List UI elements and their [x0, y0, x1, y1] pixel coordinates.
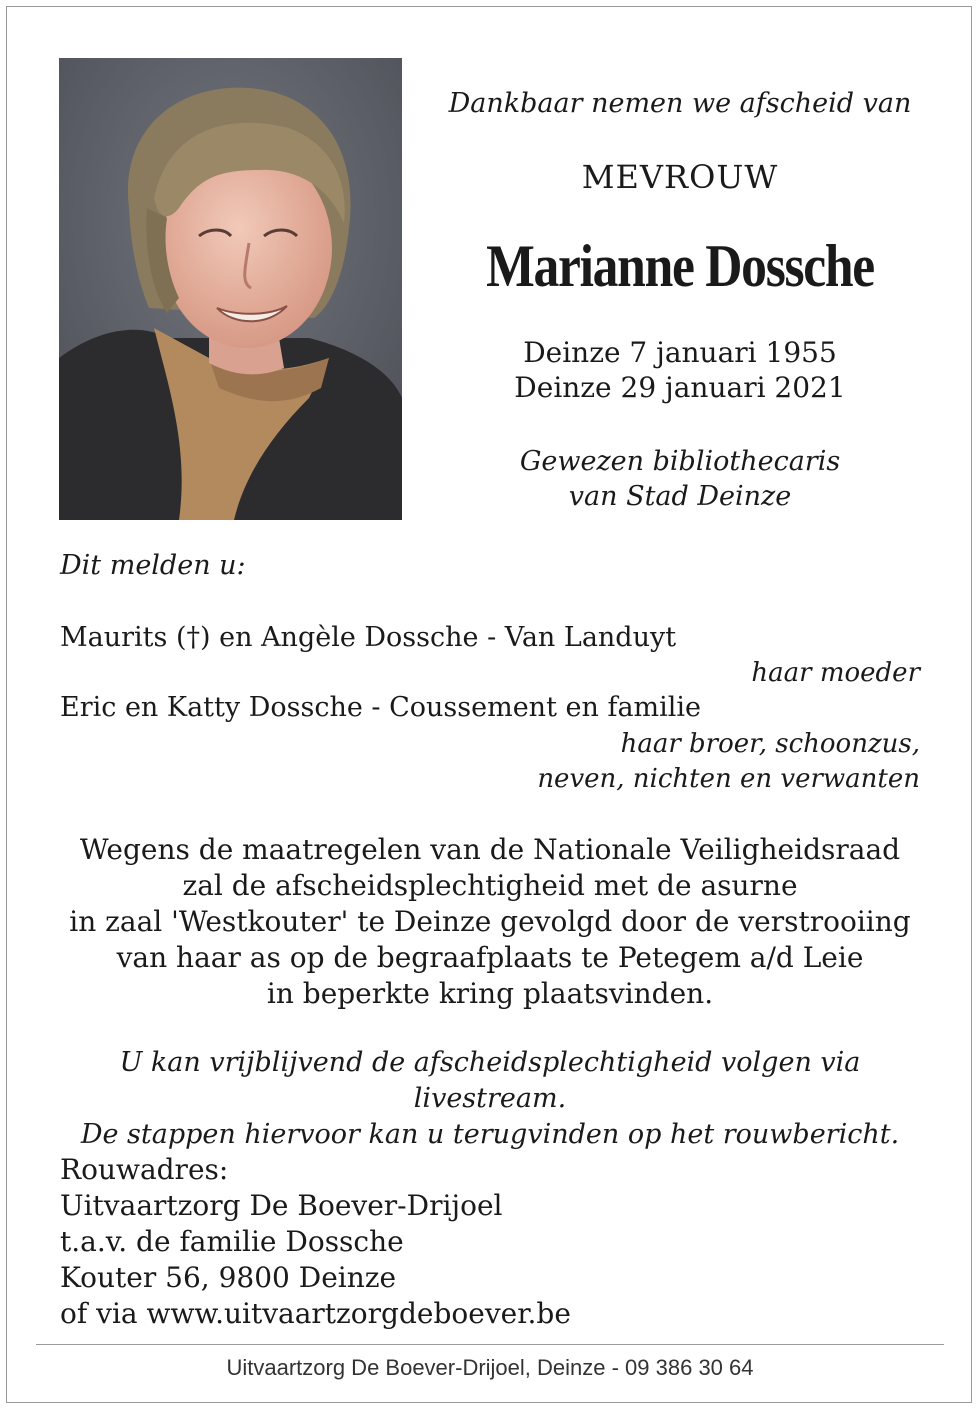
livestream-line: De stappen hiervoor kan u terugvinden op het rouwbericht. — [80, 1119, 900, 1150]
family-relation — [537, 727, 920, 797]
family-member-name: Maurits (†) en Angèle Dossche - Van Landuyt — [60, 622, 677, 653]
notice-line: in beperkte kring plaatsvinden. — [266, 977, 714, 1010]
role-line: van Stad Deinze — [568, 481, 792, 512]
livestream-notice — [40, 1045, 940, 1153]
family-member-name: Eric en Katty Dossche - Coussement en familie — [60, 692, 702, 723]
relation-line: haar moeder — [751, 658, 920, 688]
announce-text: Dit melden u: — [60, 550, 246, 581]
relation-line: neven, nichten en verwanten — [537, 764, 920, 794]
honorific-title: MEVROUW — [581, 158, 779, 196]
role-line: Gewezen bibliothecaris — [519, 446, 841, 477]
mourning-address — [60, 1152, 571, 1332]
footer-contact: Uitvaartzorg De Boever-Drijoel, Deinze - 09 386 30 64 — [226, 1355, 754, 1380]
notice-line: in zaal 'Westkouter' te Deinze gevolgd door de verstrooiing — [69, 905, 911, 938]
livestream-line: U kan vrijblijvend de afscheidsplechtigheid volgen via livestream. — [119, 1047, 861, 1114]
portrait-photo — [59, 58, 402, 520]
address-line: Uitvaartzorg De Boever-Drijoel — [60, 1189, 503, 1222]
notice-line: zal de afscheidsplechtigheid met de asurne — [182, 869, 798, 902]
former-role — [420, 444, 940, 514]
address-website: of via www.uitvaartzorgdeboever.be — [60, 1297, 571, 1330]
address-line: t.a.v. de familie Dossche — [60, 1225, 404, 1258]
death-date: Deinze 29 januari 2021 — [514, 371, 846, 404]
birth-date: Deinze 7 januari 1955 — [523, 336, 837, 369]
intro-text: Dankbaar nemen we afscheid van — [448, 88, 912, 119]
notice-line: Wegens de maatregelen van de Nationale Veiligheidsraad — [79, 833, 901, 866]
address-line: Rouwadres: — [60, 1153, 229, 1186]
notice-line: van haar as op de begraafplaats te Petegem a/d Leie — [116, 941, 864, 974]
address-line: Kouter 56, 9800 Deinze — [60, 1261, 397, 1294]
deceased-name: Marianne Dossche — [486, 233, 874, 299]
footer-divider — [36, 1344, 944, 1345]
relation-line: haar broer, schoonzus, — [620, 729, 920, 759]
family-relation — [751, 656, 920, 691]
life-dates — [420, 335, 940, 405]
ceremony-notice — [40, 832, 940, 1012]
